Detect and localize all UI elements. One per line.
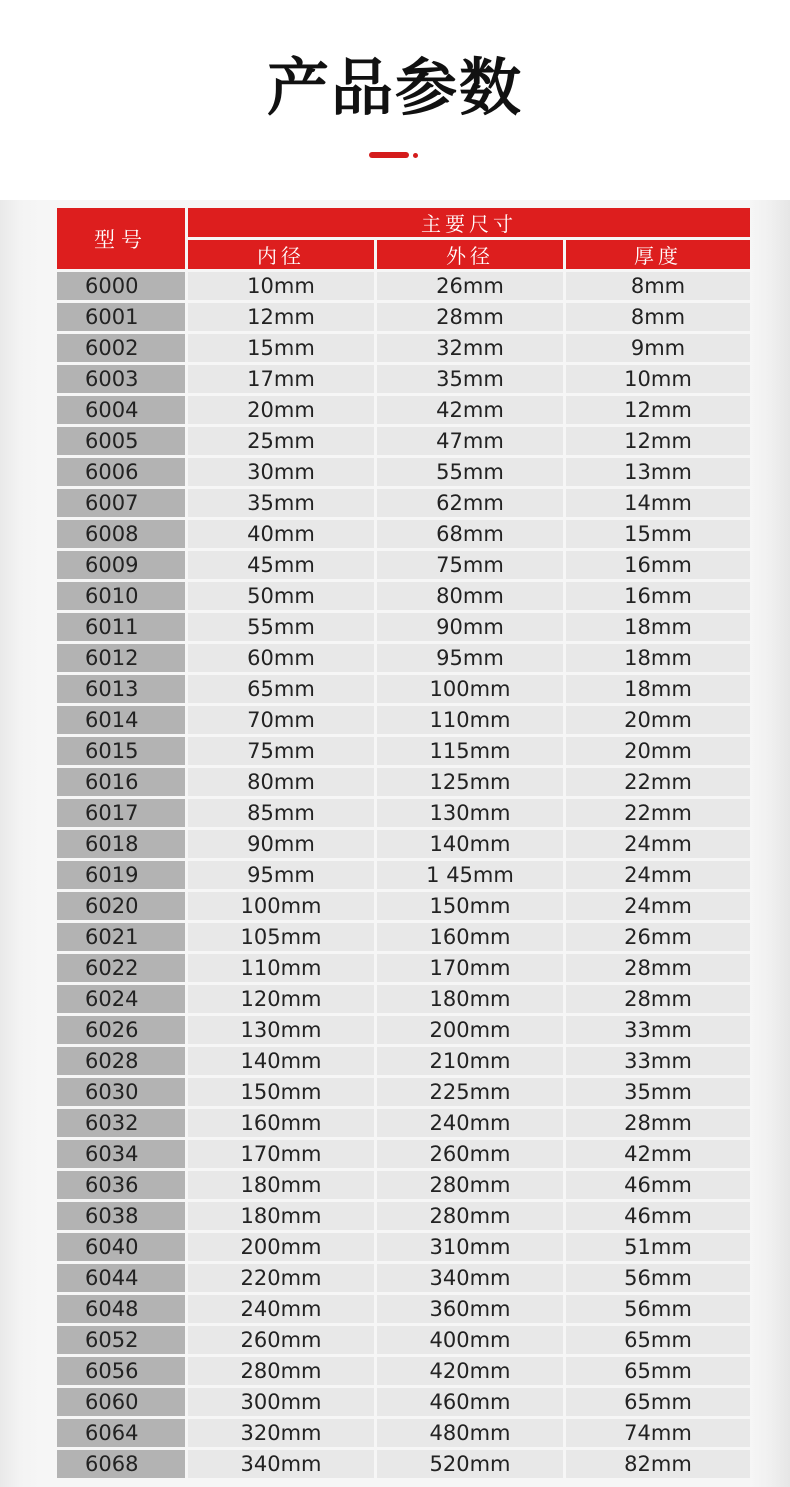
cell-outer-diameter: 260mm: [377, 1140, 563, 1168]
cell-outer-diameter: 170mm: [377, 954, 563, 982]
cell-model: 6032: [57, 1109, 185, 1137]
cell-outer-diameter: 80mm: [377, 582, 563, 610]
cell-outer-diameter: 26mm: [377, 272, 563, 300]
cell-inner-diameter: 105mm: [188, 923, 374, 951]
cell-inner-diameter: 90mm: [188, 830, 374, 858]
cell-inner-diameter: 10mm: [188, 272, 374, 300]
cell-inner-diameter: 160mm: [188, 1109, 374, 1137]
cell-outer-diameter: 340mm: [377, 1264, 563, 1292]
table-row: [57, 954, 750, 982]
spec-table-body: [57, 272, 750, 1478]
cell-outer-diameter: 360mm: [377, 1295, 563, 1323]
cell-model: 6024: [57, 985, 185, 1013]
cell-outer-diameter: 75mm: [377, 551, 563, 579]
cell-outer-diameter: 460mm: [377, 1388, 563, 1416]
cell-thickness: 82mm: [566, 1450, 750, 1478]
cell-model: 6036: [57, 1171, 185, 1199]
cell-thickness: 56mm: [566, 1295, 750, 1323]
table-row: [57, 458, 750, 486]
cell-outer-diameter: 310mm: [377, 1233, 563, 1261]
table-row: [57, 303, 750, 331]
cell-thickness: 33mm: [566, 1016, 750, 1044]
cell-thickness: 20mm: [566, 706, 750, 734]
cell-inner-diameter: 85mm: [188, 799, 374, 827]
cell-thickness: 13mm: [566, 458, 750, 486]
cell-thickness: 9mm: [566, 334, 750, 362]
cell-outer-diameter: 115mm: [377, 737, 563, 765]
cell-thickness: 22mm: [566, 768, 750, 796]
cell-inner-diameter: 240mm: [188, 1295, 374, 1323]
cell-outer-diameter: 32mm: [377, 334, 563, 362]
table-row: [57, 1233, 750, 1261]
cell-thickness: 65mm: [566, 1357, 750, 1385]
table-row: [57, 737, 750, 765]
cell-outer-diameter: 125mm: [377, 768, 563, 796]
cell-thickness: 15mm: [566, 520, 750, 548]
cell-inner-diameter: 260mm: [188, 1326, 374, 1354]
cell-outer-diameter: 100mm: [377, 675, 563, 703]
cell-outer-diameter: 90mm: [377, 613, 563, 641]
header-main-dimensions: 主要尺寸: [188, 208, 750, 237]
cell-model: 6003: [57, 365, 185, 393]
header-thickness: 厚度: [566, 240, 750, 269]
table-row: [57, 582, 750, 610]
table-row: [57, 861, 750, 889]
cell-model: 6060: [57, 1388, 185, 1416]
cell-thickness: 18mm: [566, 613, 750, 641]
cell-thickness: 22mm: [566, 799, 750, 827]
cell-model: 6040: [57, 1233, 185, 1261]
cell-inner-diameter: 320mm: [188, 1419, 374, 1447]
cell-inner-diameter: 40mm: [188, 520, 374, 548]
cell-thickness: 18mm: [566, 644, 750, 672]
cell-model: 6020: [57, 892, 185, 920]
header-model: 型号: [57, 208, 185, 269]
cell-model: 6000: [57, 272, 185, 300]
cell-inner-diameter: 30mm: [188, 458, 374, 486]
cell-model: 6017: [57, 799, 185, 827]
title-divider: [369, 152, 409, 158]
cell-outer-diameter: 68mm: [377, 520, 563, 548]
cell-outer-diameter: 150mm: [377, 892, 563, 920]
cell-inner-diameter: 100mm: [188, 892, 374, 920]
cell-thickness: 51mm: [566, 1233, 750, 1261]
cell-inner-diameter: 17mm: [188, 365, 374, 393]
cell-model: 6048: [57, 1295, 185, 1323]
cell-inner-diameter: 20mm: [188, 396, 374, 424]
table-row: [57, 272, 750, 300]
table-row: [57, 396, 750, 424]
cell-model: 6011: [57, 613, 185, 641]
cell-thickness: 20mm: [566, 737, 750, 765]
page-title: 产品参数: [266, 51, 523, 124]
cell-thickness: 12mm: [566, 427, 750, 455]
cell-model: 6001: [57, 303, 185, 331]
cell-thickness: 28mm: [566, 1109, 750, 1137]
cell-inner-diameter: 12mm: [188, 303, 374, 331]
cell-thickness: 56mm: [566, 1264, 750, 1292]
table-row: [57, 1357, 750, 1385]
cell-inner-diameter: 120mm: [188, 985, 374, 1013]
cell-thickness: 24mm: [566, 892, 750, 920]
table-row: [57, 1419, 750, 1447]
cell-inner-diameter: 70mm: [188, 706, 374, 734]
cell-model: 6044: [57, 1264, 185, 1292]
cell-outer-diameter: 240mm: [377, 1109, 563, 1137]
cell-outer-diameter: 110mm: [377, 706, 563, 734]
table-row: [57, 892, 750, 920]
table-row: [57, 799, 750, 827]
cell-thickness: 35mm: [566, 1078, 750, 1106]
cell-outer-diameter: 55mm: [377, 458, 563, 486]
header-outer-diameter: 外径: [377, 240, 563, 269]
cell-thickness: 16mm: [566, 582, 750, 610]
table-row: [57, 1140, 750, 1168]
table-row: [57, 365, 750, 393]
table-row: [57, 1109, 750, 1137]
cell-outer-diameter: 47mm: [377, 427, 563, 455]
cell-outer-diameter: 210mm: [377, 1047, 563, 1075]
cell-model: 6030: [57, 1078, 185, 1106]
cell-inner-diameter: 180mm: [188, 1202, 374, 1230]
cell-thickness: 16mm: [566, 551, 750, 579]
table-row: [57, 520, 750, 548]
cell-inner-diameter: 95mm: [188, 861, 374, 889]
cell-model: 6052: [57, 1326, 185, 1354]
cell-model: 6004: [57, 396, 185, 424]
cell-model: 6012: [57, 644, 185, 672]
cell-model: 6019: [57, 861, 185, 889]
cell-inner-diameter: 80mm: [188, 768, 374, 796]
cell-model: 6007: [57, 489, 185, 517]
cell-outer-diameter: 62mm: [377, 489, 563, 517]
cell-model: 6008: [57, 520, 185, 548]
cell-thickness: 24mm: [566, 830, 750, 858]
cell-inner-diameter: 340mm: [188, 1450, 374, 1478]
table-row: [57, 1326, 750, 1354]
cell-model: 6010: [57, 582, 185, 610]
cell-model: 6022: [57, 954, 185, 982]
table-row: [57, 706, 750, 734]
cell-inner-diameter: 25mm: [188, 427, 374, 455]
cell-outer-diameter: 28mm: [377, 303, 563, 331]
cell-inner-diameter: 140mm: [188, 1047, 374, 1075]
cell-model: 6056: [57, 1357, 185, 1385]
cell-thickness: 65mm: [566, 1388, 750, 1416]
cell-thickness: 14mm: [566, 489, 750, 517]
cell-inner-diameter: 200mm: [188, 1233, 374, 1261]
cell-model: 6018: [57, 830, 185, 858]
cell-outer-diameter: 200mm: [377, 1016, 563, 1044]
table-row: [57, 489, 750, 517]
cell-inner-diameter: 220mm: [188, 1264, 374, 1292]
cell-inner-diameter: 150mm: [188, 1078, 374, 1106]
table-row: [57, 830, 750, 858]
cell-model: 6038: [57, 1202, 185, 1230]
cell-model: 6021: [57, 923, 185, 951]
cell-model: 6002: [57, 334, 185, 362]
cell-thickness: 24mm: [566, 861, 750, 889]
header-inner-diameter: 内径: [188, 240, 374, 269]
cell-inner-diameter: 35mm: [188, 489, 374, 517]
cell-outer-diameter: 160mm: [377, 923, 563, 951]
cell-model: 6013: [57, 675, 185, 703]
table-row: [57, 985, 750, 1013]
cell-inner-diameter: 75mm: [188, 737, 374, 765]
cell-model: 6014: [57, 706, 185, 734]
table-row: [57, 1078, 750, 1106]
cell-inner-diameter: 280mm: [188, 1357, 374, 1385]
table-row: [57, 1295, 750, 1323]
cell-thickness: 12mm: [566, 396, 750, 424]
cell-inner-diameter: 300mm: [188, 1388, 374, 1416]
spec-table: [54, 205, 753, 1481]
table-row: [57, 1171, 750, 1199]
cell-thickness: 28mm: [566, 954, 750, 982]
cell-outer-diameter: 225mm: [377, 1078, 563, 1106]
cell-inner-diameter: 55mm: [188, 613, 374, 641]
table-row: [57, 1047, 750, 1075]
cell-inner-diameter: 15mm: [188, 334, 374, 362]
table-row: [57, 551, 750, 579]
cell-model: 6068: [57, 1450, 185, 1478]
cell-model: 6016: [57, 768, 185, 796]
cell-outer-diameter: 520mm: [377, 1450, 563, 1478]
cell-model: 6034: [57, 1140, 185, 1168]
cell-outer-diameter: 400mm: [377, 1326, 563, 1354]
cell-thickness: 28mm: [566, 985, 750, 1013]
cell-outer-diameter: 180mm: [377, 985, 563, 1013]
cell-thickness: 8mm: [566, 303, 750, 331]
cell-inner-diameter: 65mm: [188, 675, 374, 703]
cell-outer-diameter: 140mm: [377, 830, 563, 858]
cell-inner-diameter: 110mm: [188, 954, 374, 982]
table-row: [57, 1016, 750, 1044]
cell-outer-diameter: 280mm: [377, 1202, 563, 1230]
cell-thickness: 8mm: [566, 272, 750, 300]
table-row: [57, 1202, 750, 1230]
cell-thickness: 18mm: [566, 675, 750, 703]
cell-inner-diameter: 45mm: [188, 551, 374, 579]
cell-model: 6015: [57, 737, 185, 765]
cell-outer-diameter: 130mm: [377, 799, 563, 827]
cell-thickness: 65mm: [566, 1326, 750, 1354]
cell-thickness: 46mm: [566, 1171, 750, 1199]
table-row: [57, 334, 750, 362]
cell-model: 6028: [57, 1047, 185, 1075]
cell-outer-diameter: 420mm: [377, 1357, 563, 1385]
table-row: [57, 644, 750, 672]
cell-outer-diameter: 35mm: [377, 365, 563, 393]
cell-model: 6009: [57, 551, 185, 579]
cell-model: 6064: [57, 1419, 185, 1447]
table-row: [57, 613, 750, 641]
table-row: [57, 1450, 750, 1478]
table-row: [57, 768, 750, 796]
table-row: [57, 1388, 750, 1416]
cell-inner-diameter: 180mm: [188, 1171, 374, 1199]
cell-outer-diameter: 280mm: [377, 1171, 563, 1199]
cell-thickness: 33mm: [566, 1047, 750, 1075]
cell-inner-diameter: 50mm: [188, 582, 374, 610]
cell-thickness: 46mm: [566, 1202, 750, 1230]
cell-inner-diameter: 60mm: [188, 644, 374, 672]
cell-thickness: 26mm: [566, 923, 750, 951]
cell-inner-diameter: 170mm: [188, 1140, 374, 1168]
table-row: [57, 1264, 750, 1292]
cell-inner-diameter: 130mm: [188, 1016, 374, 1044]
cell-outer-diameter: 42mm: [377, 396, 563, 424]
cell-model: 6026: [57, 1016, 185, 1044]
cell-thickness: 74mm: [566, 1419, 750, 1447]
cell-outer-diameter: 480mm: [377, 1419, 563, 1447]
cell-outer-diameter: 95mm: [377, 644, 563, 672]
table-row: [57, 675, 750, 703]
table-row: [57, 427, 750, 455]
cell-thickness: 42mm: [566, 1140, 750, 1168]
title-divider-dot: [413, 153, 418, 158]
cell-outer-diameter: 1 45mm: [377, 861, 563, 889]
table-row: [57, 923, 750, 951]
cell-model: 6006: [57, 458, 185, 486]
cell-model: 6005: [57, 427, 185, 455]
cell-thickness: 10mm: [566, 365, 750, 393]
